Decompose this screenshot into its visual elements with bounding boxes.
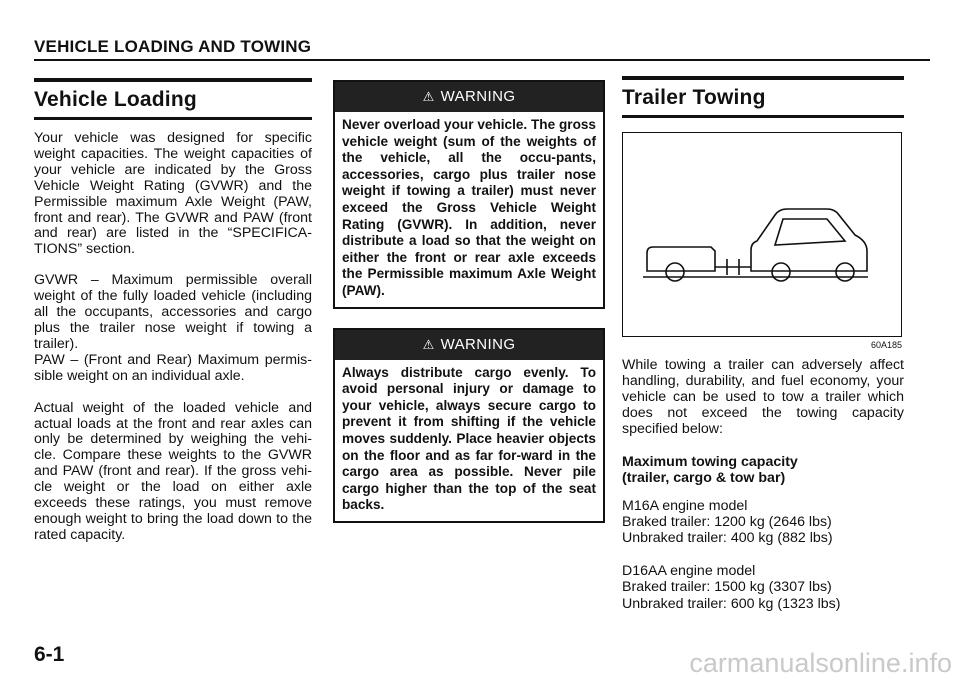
header-rule [34,59,930,61]
section-top-bar [622,76,904,80]
braked-trailer-capacity: Braked trailer: 1500 kg (3307 lbs) [622,579,832,596]
braked-trailer-capacity: Braked trailer: 1200 kg (2646 lbs) [622,513,832,530]
section-title-trailer-towing: Trailer Towing [622,86,766,109]
warning-box-overload [333,80,605,309]
section-top-bar [34,78,312,82]
watermark: carmanualsonline.info [689,648,952,678]
warning-text-overload: Never overload your vehicle. The gross vehicle weight (sum of the weights of the vehicle, all the occu-pants, accessories, cargo plus trailer nose weight if towing a trailer) must never exceed the Gross Vehicle Weight Rating (GVWR). In addition, never distribute a load so that the weight on either the front or rear axle exceeds the Permissible maximum Axle Weight (PAW). [342,117,596,298]
paragraph-gvwr-definition: GVWR – Maximum permissible overall weight of the fully loaded vehicle (including all the occupants, accessories and cargo plus the trailer nose weight if towing a trailer). [34,272,312,352]
warning-header [335,330,603,360]
trailer-towing-illustration [622,132,902,337]
warning-triangle-icon: ⚠ [422,89,435,104]
engine-model: D16AA engine model [622,562,756,579]
vehicle-loading-column [34,78,312,544]
paragraph-actual-weight: Actual weight of the loaded vehicle and actual loads at the front and rear axles can only be determined by weighing the vehi-cle. Compare these weights to the GVWR and PAW (front and rear). If the gross vehi-cle weight or the load on either axle exceeds these ratings, you must remove enough weight to bring the load down to the rated capacity. [34,399,312,543]
towing-capacity-heading [622,454,904,486]
warning-text-cargo: Always distribute cargo evenly. To avoid personal injury or damage to your vehicle, always secure cargo to prevent it from shifting if the vehicle moves suddenly. Place heavier objects on the floor and as far for-ward in the cargo area as possible. Never pile cargo higher than the top of the seat backs. [342,364,596,513]
towing-capacity-heading-line-2: (trailer, cargo & tow bar) [622,469,786,486]
engine-spec-d16aa [622,563,904,612]
paragraph-towing-intro: While towing a trailer can adversely affect handling, durability, and fuel economy, your vehicle can be used to tow a trailer which does not exceed the towing capacity specified below: [622,357,904,437]
warnings-column [333,80,605,523]
towing-capacity-heading-line-1: Maximum towing capacity [622,453,798,470]
warning-header [335,82,603,112]
warning-label: WARNING [440,335,516,353]
warning-box-cargo [333,328,605,523]
paragraph-weight-capacities: Your vehicle was designed for specific weight capacities. The weight capacities of your vehicle are indicated by the Gross Vehicle Weight Rating (GVWR) and the Permissible maximum Axle Weight (PAW, front and rear). The GVWR and PAW (front and rear) are listed in the “SPECIFICA-TIONS” section. [34,130,312,258]
warning-triangle-icon: ⚠ [422,336,435,352]
car-towing-trailer-icon [623,133,901,336]
page-header-title: VEHICLE LOADING AND TOWING [34,37,312,56]
page-number: 6-1 [34,643,65,666]
engine-spec-m16a [622,498,904,547]
unbraked-trailer-capacity: Unbraked trailer: 400 kg (882 lbs) [622,530,833,547]
unbraked-trailer-capacity: Unbraked trailer: 600 kg (1323 lbs) [622,595,841,612]
paragraph-paw-definition: PAW – (Front and Rear) Maximum permis-sible weight on an individual axle. [34,351,312,384]
section-bottom-bar [622,115,904,118]
section-title-vehicle-loading: Vehicle Loading [34,88,197,111]
engine-model: M16A engine model [622,497,748,514]
figure-code: 60A185 [870,340,902,350]
trailer-towing-column [622,76,904,628]
warning-label: WARNING [440,88,516,105]
